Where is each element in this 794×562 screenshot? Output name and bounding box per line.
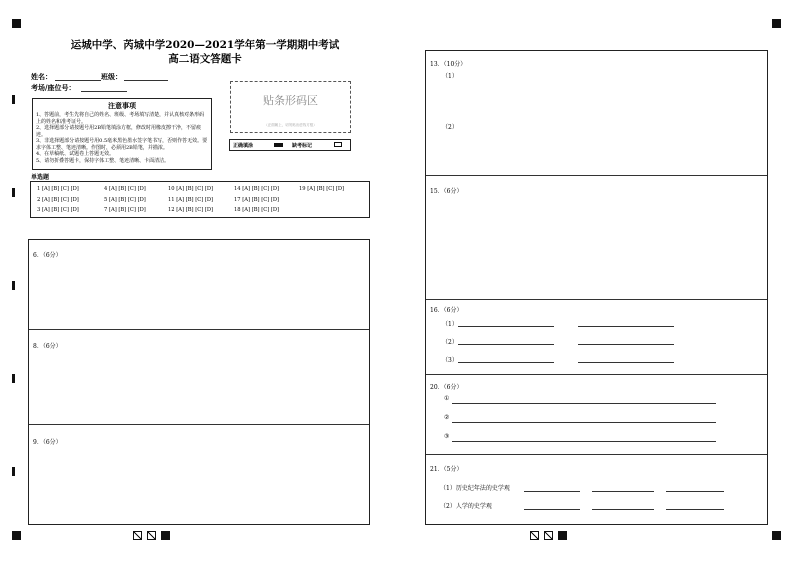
answer-line[interactable] — [452, 422, 716, 423]
page-mark — [133, 531, 142, 540]
page-mark — [147, 531, 156, 540]
correct-fill-label: 正确填涂 — [233, 143, 254, 149]
timing-mark — [12, 95, 15, 104]
section-divider — [426, 175, 767, 176]
exam-title: 运城中学、芮城中学2020—2021学年第一学期期中考试 — [70, 39, 340, 51]
answer-line[interactable] — [666, 509, 724, 510]
notes-item: 1、答题前，考生先将自己的姓名、班级、考场填写清楚，并认真核对条形码上的姓名和准考证号。 — [36, 112, 205, 125]
section-divider — [426, 454, 767, 455]
section-divider — [29, 329, 369, 330]
mc-item[interactable]: 7 [A] [B] [C] [D] — [104, 207, 146, 213]
question-label: 13．（10分） — [430, 61, 467, 68]
notes-item: 2、选择题部分请按题号用2B铅笔填涂方框，修改时用橡皮擦干净，不留痕迹。 — [36, 125, 202, 138]
barcode-hint: （正面朝上，切勿贴出虚线方框） — [264, 123, 317, 127]
subquestion-label: （3） — [442, 357, 458, 364]
mc-item[interactable]: 10 [A] [B] [C] [D] — [168, 186, 214, 192]
section-divider — [426, 299, 767, 300]
name-field[interactable] — [55, 80, 101, 81]
mc-item[interactable]: 19 [A] [B] [C] [D] — [299, 186, 345, 192]
subquestion-label: ② — [444, 414, 450, 421]
mc-title: 单选题 — [31, 174, 50, 181]
mc-item[interactable]: 18 [A] [B] [C] [D] — [234, 207, 280, 213]
page-mark — [558, 531, 567, 540]
corner-mark-top-left — [12, 19, 21, 28]
subquestion-label: （1） — [442, 73, 458, 80]
class-field[interactable] — [124, 80, 168, 81]
mc-item[interactable]: 14 [A] [B] [C] [D] — [234, 186, 280, 192]
corner-mark-top-right — [772, 19, 781, 28]
mc-item[interactable]: 1 [A] [B] [C] [D] — [37, 186, 79, 192]
question-label: 9．（6分） — [33, 439, 62, 446]
notes-item: 4、在草稿纸、试题卷上答题无效。 — [36, 151, 115, 157]
corner-mark-bottom-left — [12, 531, 21, 540]
answer-area-q9[interactable] — [29, 447, 369, 523]
absent-mark-label: 缺考标记 — [292, 143, 313, 149]
question-label: 16．（6分） — [430, 307, 463, 314]
answer-line[interactable] — [578, 362, 674, 363]
question-label: 20．（6分） — [430, 384, 463, 391]
page-mark — [530, 531, 539, 540]
subquestion-label: ③ — [444, 433, 450, 440]
subquestion-label: （2） — [442, 124, 458, 131]
fill-legend — [229, 139, 351, 151]
class-label: 班级： — [101, 72, 122, 81]
answer-area-q6[interactable] — [29, 260, 369, 328]
subquestion-label: （2） — [442, 339, 458, 346]
correct-fill-sample — [274, 143, 283, 147]
page-mark — [544, 531, 553, 540]
subquestion-label: （1） — [442, 321, 458, 328]
exam-seat-field[interactable] — [81, 91, 127, 92]
answer-line[interactable] — [458, 326, 554, 327]
right-answer-block — [425, 50, 768, 525]
answer-line[interactable] — [452, 441, 716, 442]
timing-mark — [12, 281, 15, 290]
answer-line[interactable] — [592, 509, 654, 510]
notes-box — [32, 98, 212, 170]
subquestion-label: （1）历史纪年法的史学观 — [440, 485, 510, 492]
mc-item[interactable]: 3 [A] [B] [C] [D] — [37, 207, 79, 213]
barcode-label: 贴条形码区 — [263, 94, 318, 107]
mc-item[interactable]: 4 [A] [B] [C] [D] — [104, 186, 146, 192]
answer-area-q15[interactable] — [426, 196, 767, 296]
mc-item[interactable]: 2 [A] [B] [C] [D] — [37, 197, 79, 203]
answer-line[interactable] — [666, 491, 724, 492]
answer-line[interactable] — [524, 491, 580, 492]
question-label: 15．（6分） — [430, 188, 463, 195]
answer-line[interactable] — [578, 344, 674, 345]
answer-line[interactable] — [592, 491, 654, 492]
exam-seat-label: 考场/座位号： — [31, 83, 76, 92]
page-mark — [161, 531, 170, 540]
answer-line[interactable] — [578, 326, 674, 327]
barcode-area — [230, 81, 351, 133]
section-divider — [426, 374, 767, 375]
name-label: 姓名： — [31, 72, 52, 81]
subquestion-label: ① — [444, 395, 450, 402]
mc-item[interactable]: 11 [A] [B] [C] [D] — [168, 197, 214, 203]
question-label: 6．（6分） — [33, 252, 62, 259]
corner-mark-bottom-right — [772, 531, 781, 540]
answer-line[interactable] — [524, 509, 580, 510]
mc-item[interactable]: 17 [A] [B] [C] [D] — [234, 197, 280, 203]
timing-mark — [12, 374, 15, 383]
notes-item: 5、请勿折叠答题卡，保持字体工整、笔迹清晰、卡面清洁。 — [36, 157, 170, 164]
exam-subtitle: 高二语文答题卡 — [168, 53, 242, 65]
timing-mark — [12, 467, 15, 476]
left-answer-block — [28, 239, 370, 525]
notes-item: 3、非选择题部分请按题号用0.5毫米黑色墨水签字笔书写，否则作答无效。要求字体工整、笔迹清晰。作图时，必须用2B铅笔，并描浓。 — [36, 138, 208, 151]
mc-box — [30, 181, 370, 218]
mc-item[interactable]: 12 [A] [B] [C] [D] — [168, 207, 214, 213]
mc-item[interactable]: 5 [A] [B] [C] [D] — [104, 197, 146, 203]
timing-mark — [12, 188, 15, 197]
answer-line[interactable] — [458, 344, 554, 345]
question-label: 8．（6分） — [33, 343, 62, 350]
subquestion-label: （2）人学的史学观 — [440, 503, 492, 510]
answer-line[interactable] — [452, 403, 716, 404]
notes-title: 注意事项 — [108, 101, 136, 110]
absent-mark-box[interactable] — [334, 142, 342, 147]
question-label: 21．（5分） — [430, 466, 463, 473]
section-divider — [29, 424, 369, 425]
answer-line[interactable] — [458, 362, 554, 363]
answer-area-q8[interactable] — [29, 351, 369, 421]
